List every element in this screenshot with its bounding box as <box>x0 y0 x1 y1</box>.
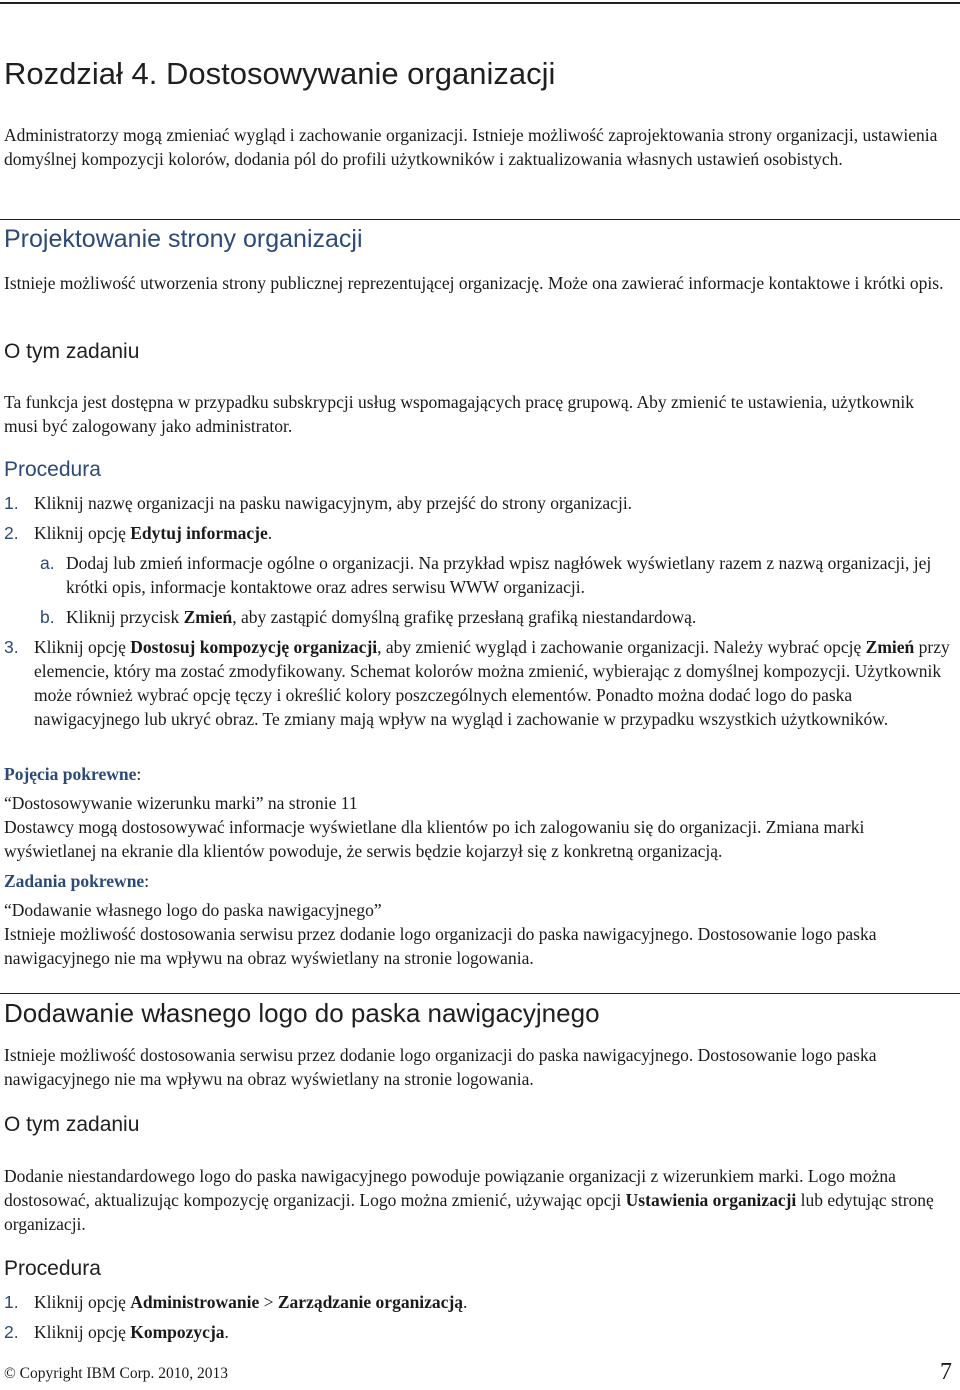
substep-text: Kliknij przycisk Zmień, aby zastąpić domyślną grafikę przesłaną grafiką niestandardową. <box>66 607 697 627</box>
step-number: 1. <box>4 493 19 513</box>
about-heading: O tym zadaniu <box>4 340 140 363</box>
procedure-heading: Procedura <box>4 1257 101 1280</box>
page-footer <box>4 1359 952 1389</box>
related-concept-link[interactable]: “Dostosowywanie wizerunku marki” na stronie 11 <box>4 793 358 813</box>
chapter-title: Rozdział 4. Dostosowywanie organizacji <box>4 56 556 91</box>
related-concept-description: Dostawcy mogą dostosowywać informacje wyświetlane dla klientów po ich zalogowaniu się do organizacji. Zmiana marki wyświetlanej na ekranie dla klientów powoduje, że serwis będzie kojarzył się z konkretną organizacją. <box>4 817 865 861</box>
related-task-description: Istnieje możliwość dostosowania serwisu przez dodanie logo organizacji do paska nawigacyjnego. Dostosowanie logo paska nawigacyjnego nie ma wpływu na obraz wyświetlany na stronie logowania. <box>4 924 877 968</box>
related-tasks-heading: Zadania pokrewne: <box>4 871 150 891</box>
copyright-notice: © Copyright IBM Corp. 2010, 2013 <box>4 1365 229 1382</box>
page-number: 7 <box>940 1359 952 1385</box>
step-number: 2. <box>4 523 19 543</box>
procedure-step <box>4 521 950 545</box>
step-number: 3. <box>4 637 19 657</box>
step-text: Kliknij opcję Kompozycja. <box>34 1322 229 1342</box>
section-title: Dodawanie własnego logo do paska nawigacyjnego <box>4 998 600 1028</box>
procedure-step <box>4 1290 950 1314</box>
step-text: Kliknij nazwę organizacji na pasku nawigacyjnym, aby przejść do strony organizacji. <box>34 493 633 513</box>
section-intro: Istnieje możliwość dostosowania serwisu przez dodanie logo organizacji do paska nawigacyjnego. Dostosowanie logo paska nawigacyjnego nie ma wpływu na obraz wyświetlany na stronie logowania. <box>4 1045 877 1089</box>
related-task-link[interactable]: “Dodawanie własnego logo do paska nawigacyjnego” <box>4 900 382 920</box>
procedure-substep <box>40 605 950 629</box>
ui-option: Kompozycja <box>130 1322 225 1342</box>
top-rule <box>0 2 960 4</box>
section-rule <box>0 219 960 220</box>
related-concepts-heading: Pojęcia pokrewne: <box>4 764 142 784</box>
procedure-step <box>4 635 950 729</box>
ui-option: Zmień <box>865 637 915 657</box>
about-heading: O tym zadaniu <box>4 1113 140 1136</box>
procedure-step <box>4 1320 950 1344</box>
procedure-step <box>4 491 950 515</box>
substep-letter: a. <box>40 553 55 573</box>
section-rule <box>0 993 960 994</box>
section-title: Projektowanie strony organizacji <box>4 225 363 253</box>
ui-option: Administrowanie <box>130 1292 260 1312</box>
chapter-intro: Administratorzy mogą zmieniać wygląd i zachowanie organizacji. Istnieje możliwość zaprojektowania strony organizacji, ustawienia domyślnej kompozycji kolorów, dodania pól do profili użytkowników i zaktualizowania własnych ustawień osobistych. <box>4 125 938 169</box>
step-number: 2. <box>4 1322 19 1342</box>
substep-letter: b. <box>40 607 55 627</box>
step-text: Kliknij opcję Dostosuj kompozycję organizacji, aby zmienić wygląd i zachowanie organizacji. Należy wybrać opcję Zmień przy elemencie, który ma zostać zmodyfikowany. Schemat kolorów można zmienić, wybierając z domyślnej kompozycji. Użytkownik może również wybrać opcję tęczy i określić kolory poszczególnych elementów. Ponadto można dodać logo do paska nawigacyjnego lub ukryć obraz. Te zmiany mają wpływ na wygląd i zachowanie w przypadku wszystkich użytkowników. <box>34 637 950 729</box>
procedure-substep <box>40 551 950 597</box>
about-text: Dodanie niestandardowego logo do paska nawigacyjnego powoduje powiązanie organizacji z wizerunkiem marki. Logo można dostosować, aktualizując kompozycję organizacji. Logo można zmienić, używając opcji Ustawienia organizacji lub edytując stronę organizacji. <box>4 1166 934 1234</box>
procedure-heading: Procedura <box>4 458 101 481</box>
ui-option: Dostosuj kompozycję organizacji <box>130 637 378 657</box>
ui-option: Ustawienia organizacji <box>625 1190 797 1210</box>
step-text: Kliknij opcję Edytuj informacje. <box>34 523 273 543</box>
about-text: Ta funkcja jest dostępna w przypadku subskrypcji usług wspomagających pracę grupową. Aby zmienić te ustawienia, użytkownik musi być zalogowany jako administrator. <box>4 392 914 436</box>
substep-text: Dodaj lub zmień informacje ogólne o organizacji. Na przykład wpisz nagłówek wyświetlany razem z nazwą organizacji, jej krótki opis, informacje kontaktowe oraz adres serwisu WWW organizacji. <box>66 553 932 597</box>
step-number: 1. <box>4 1292 19 1312</box>
ui-option: Zmień <box>183 607 233 627</box>
ui-option: Zarządzanie organizacją <box>277 1292 464 1312</box>
step-text: Kliknij opcję Administrowanie > Zarządzanie organizacją. <box>34 1292 468 1312</box>
section-intro: Istnieje możliwość utworzenia strony publicznej reprezentującej organizację. Może ona zawierać informacje kontaktowe i krótki opis. <box>4 273 944 293</box>
ui-option: Edytuj informacje <box>130 523 268 543</box>
